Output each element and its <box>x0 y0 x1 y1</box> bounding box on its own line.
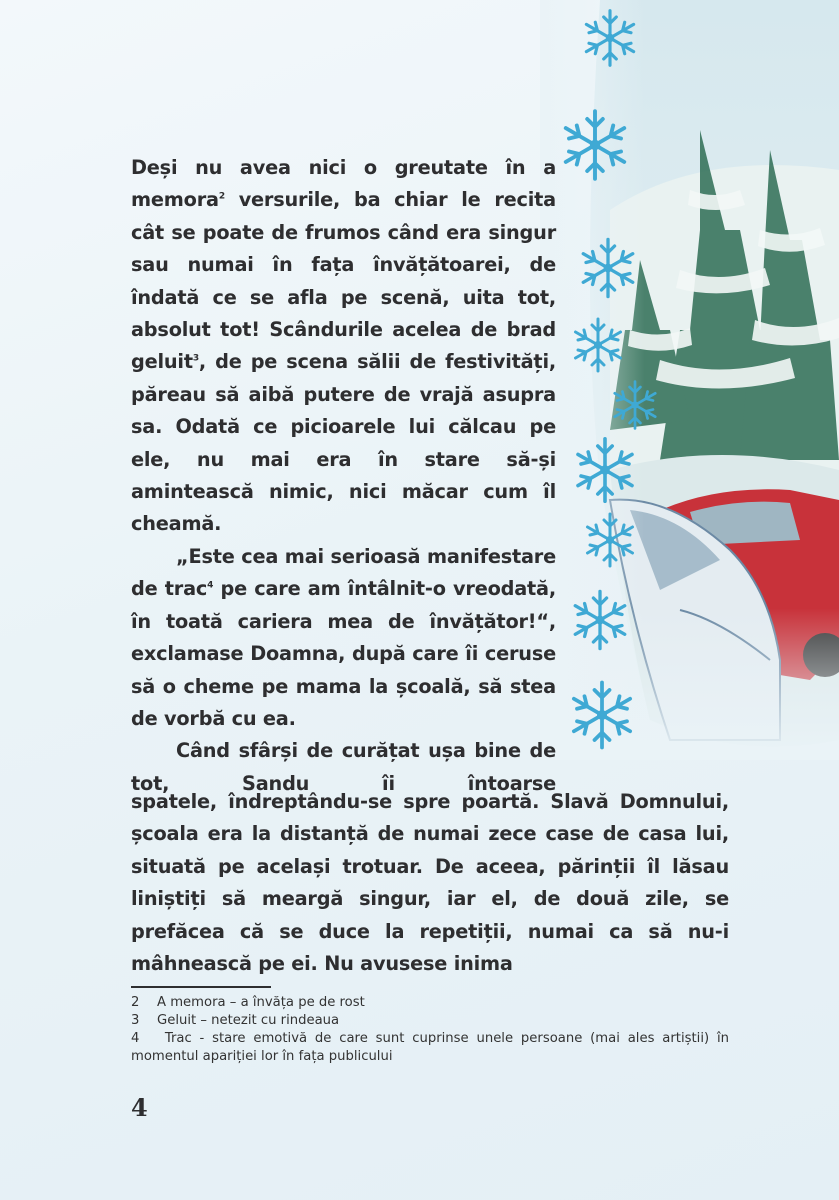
winter-illustration <box>540 0 839 760</box>
paragraph <box>131 152 556 541</box>
footnote-number: 3 <box>131 1013 140 1028</box>
text-run: , de pe scena sălii de festivități, păreau să aibă putere de vrajă asupra sa. Odată ce picioarele lui călcau pe ele, nu mai era în stare să-și amintească nimic, nici măcar cum îl cheamă. <box>131 350 556 536</box>
page-number: 4 <box>131 1093 148 1122</box>
footnote <box>131 1030 729 1066</box>
text-run: Când sfârși de curățat ușa bine de tot, Sandu îi întoarse <box>131 739 556 795</box>
story-text-top <box>131 152 556 800</box>
story-text-bottom <box>131 786 729 980</box>
footnote-text: A memora – a învăța pe de rost <box>157 995 365 1010</box>
text-run: pe care am întâlnit-o vreodată, în toată cariera mea de învățător!“, exclamase Doamna, după care îi ceruse să o cheme pe mama la școală, să stea de vorbă cu ea. <box>131 577 556 730</box>
text-run: Deși nu avea nici o greutate în a memora <box>131 156 556 212</box>
footnote <box>131 994 729 1012</box>
footnote-number: 4 <box>131 1031 140 1046</box>
footnotes <box>131 994 729 1066</box>
footnote-text: Geluit – netezit cu rindeaua <box>157 1013 340 1028</box>
text-run: versurile, ba chiar le recita cât se poate de frumos când era singur sau numai în fața învățătoarei, de îndată ce se afla pe scenă, uita tot, absolut tot! Scândurile acelea de brad geluit <box>131 188 556 374</box>
footnote-number: 2 <box>131 995 140 1010</box>
footnote <box>131 1012 729 1030</box>
footnote-text: Trac - stare emotivă de care sunt cuprinse unele persoane (mai ales artiștii) în momentul apariției lor în fața publicului <box>131 1031 729 1064</box>
footnote-ref: 4 <box>207 580 214 591</box>
footnote-divider <box>131 986 271 988</box>
footnote-ref: 3 <box>192 354 199 365</box>
text-run: „Este cea mai serioasă manifestare de trac <box>131 544 556 601</box>
paragraph <box>131 541 556 735</box>
paragraph: spatele, îndreptându-se spre poartă. Slavă Domnului, școala era la distanță de numai zece case de casa lui, situată pe același trotuar. De aceea, părinții îl lăsau liniștiți să meargă singur, iar el, de două zile, se prefăcea că se duce la repetiții, numai ca să nu-i mâhnească pe ei. Nu avusese inima <box>131 790 729 976</box>
footnote-ref: 2 <box>218 191 225 202</box>
